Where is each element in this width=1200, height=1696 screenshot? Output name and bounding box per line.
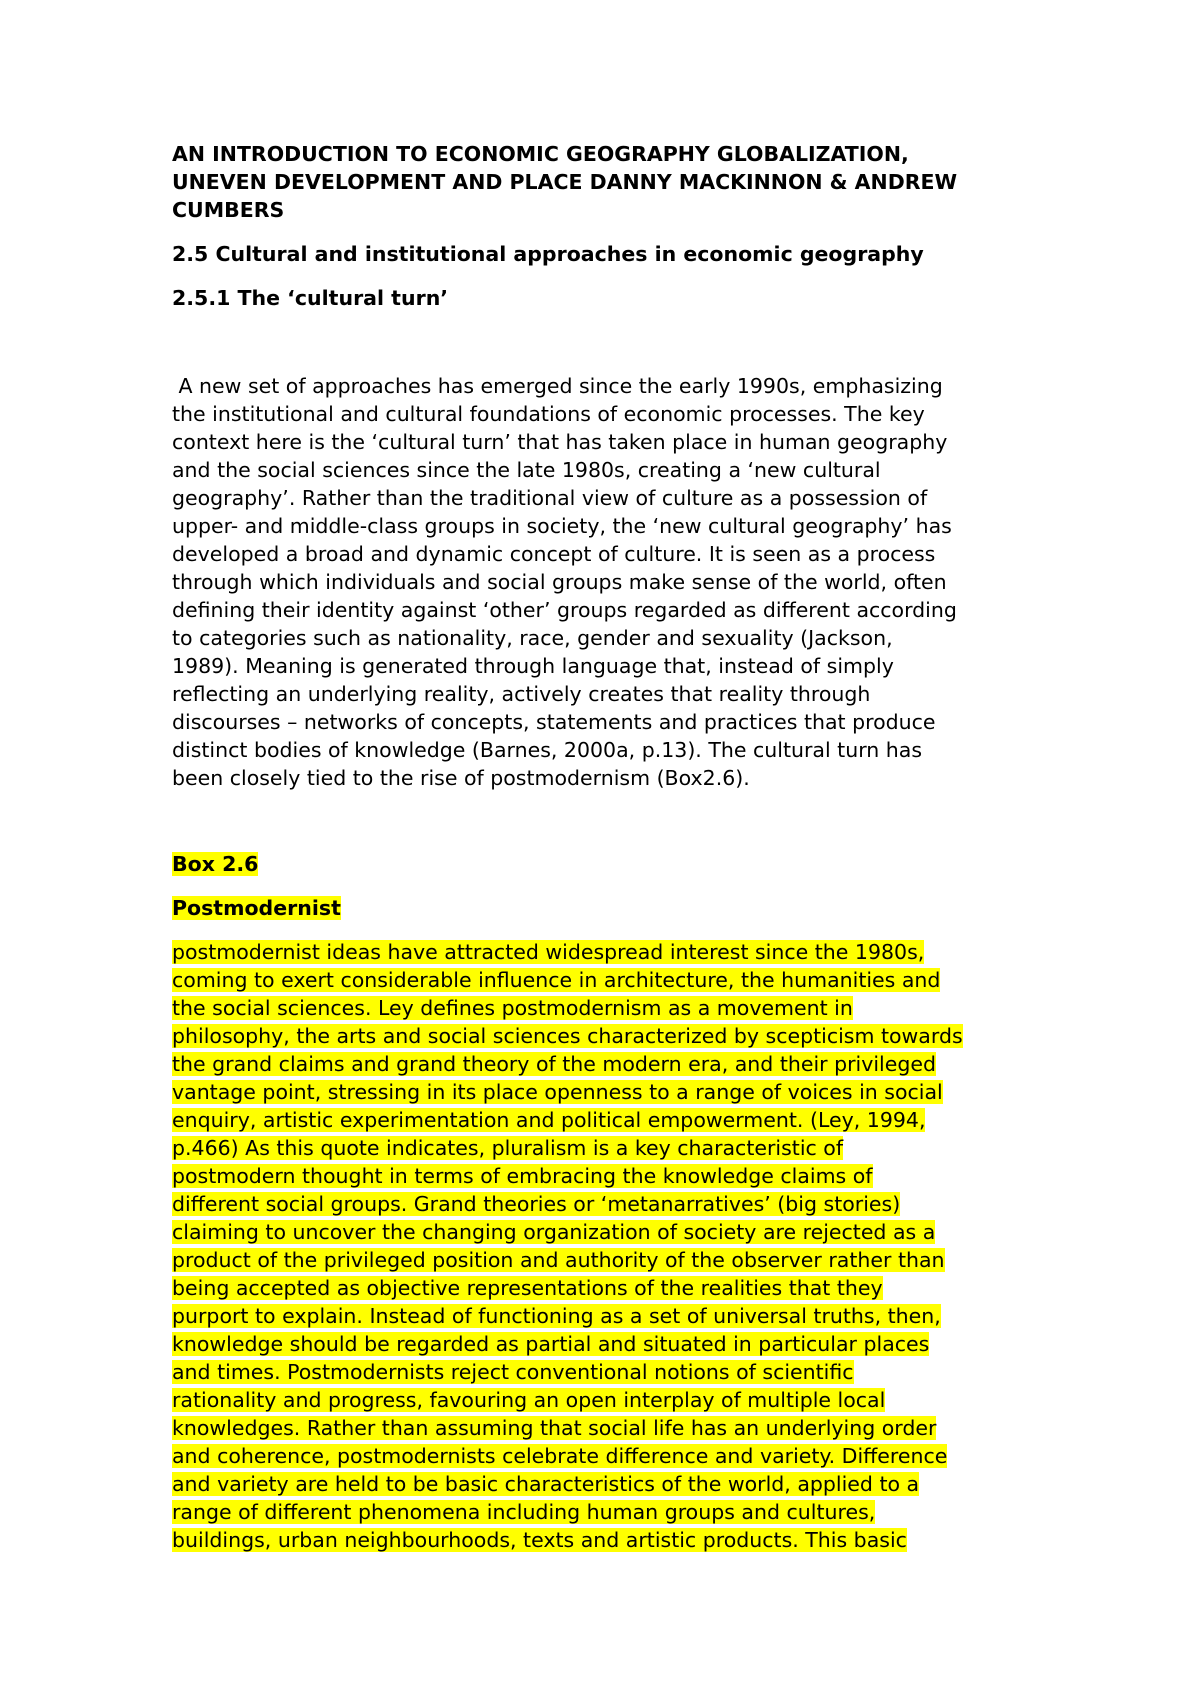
highlighted-line: claiming to uncover the changing organization of society are rejected as a (172, 1220, 936, 1244)
spacer (172, 792, 1052, 850)
spacer (172, 312, 1052, 372)
highlighted-line: philosophy, the arts and social sciences characterized by scepticism towards (172, 1024, 963, 1048)
paragraph-line: discourses – networks of concepts, statements and practices that produce (172, 710, 936, 734)
highlighted-line: vantage point, stressing in its place openness to a range of voices in social (172, 1080, 943, 1104)
highlighted-line: being accepted as objective representations of the realities that they (172, 1276, 883, 1300)
highlighted-line: different social groups. Grand theories or ‘metanarratives’ (big stories) (172, 1192, 901, 1216)
box-paragraph (172, 938, 1052, 1554)
spacer (172, 922, 1052, 938)
highlighted-line: and coherence, postmodernists celebrate difference and variety. Difference (172, 1444, 948, 1468)
highlighted-line: buildings, urban neighbourhoods, texts and artistic products. This basic (172, 1528, 907, 1552)
paragraph-line: through which individuals and social groups make sense of the world, often (172, 570, 947, 594)
highlighted-line: postmodern thought in terms of embracing the knowledge claims of (172, 1164, 873, 1188)
box-label: Box 2.6 (172, 852, 259, 876)
title-line: UNEVEN DEVELOPMENT AND PLACE DANNY MACKINNON & ANDREW (172, 170, 958, 194)
paragraph-line: reflecting an underlying reality, actively creates that reality through (172, 682, 871, 706)
highlighted-line: and times. Postmodernists reject conventional notions of scientific (172, 1360, 854, 1384)
document-title (172, 140, 1052, 224)
document-page (172, 140, 1052, 1554)
paragraph-line: A new set of approaches has emerged since the early 1990s, emphasizing (172, 374, 943, 398)
subsection-heading: 2.5.1 The ‘cultural turn’ (172, 286, 449, 310)
spacer (172, 268, 1052, 284)
spacer (172, 224, 1052, 240)
paragraph-line: to categories such as nationality, race, gender and sexuality (Jackson, (172, 626, 893, 650)
paragraph-line: been closely tied to the rise of postmodernism (Box2.6). (172, 766, 750, 790)
spacer (172, 878, 1052, 894)
paragraph-line: defining their identity against ‘other’ groups regarded as different according (172, 598, 957, 622)
highlighted-line: purport to explain. Instead of functioning as a set of universal truths, then, (172, 1304, 941, 1328)
highlighted-line: and variety are held to be basic characteristics of the world, applied to a (172, 1472, 920, 1496)
highlighted-line: p.466) As this quote indicates, pluralism is a key characteristic of (172, 1136, 844, 1160)
paragraph-line: distinct bodies of knowledge (Barnes, 2000a, p.13). The cultural turn has (172, 738, 923, 762)
title-line: AN INTRODUCTION TO ECONOMIC GEOGRAPHY GLOBALIZATION, (172, 142, 909, 166)
box-title: Postmodernist (172, 896, 341, 920)
highlighted-line: product of the privileged position and authority of the observer rather than (172, 1248, 945, 1272)
highlighted-line: rationality and progress, favouring an open interplay of multiple local (172, 1388, 886, 1412)
highlighted-line: coming to exert considerable influence in architecture, the humanities and (172, 968, 941, 992)
paragraph-line: and the social sciences since the late 1980s, creating a ‘new cultural (172, 458, 881, 482)
highlighted-line: the grand claims and grand theory of the modern era, and their privileged (172, 1052, 937, 1076)
paragraph-line: upper- and middle-class groups in society, the ‘new cultural geography’ has (172, 514, 952, 538)
highlighted-line: range of different phenomena including human groups and cultures, (172, 1500, 876, 1524)
paragraph-line: geography’. Rather than the traditional view of culture as a possession of (172, 486, 928, 510)
intro-paragraph (172, 372, 1052, 792)
highlighted-line: postmodernist ideas have attracted widespread interest since the 1980s, (172, 940, 925, 964)
paragraph-line: 1989). Meaning is generated through language that, instead of simply (172, 654, 894, 678)
highlighted-line: enquiry, artistic experimentation and political empowerment. (Ley, 1994, (172, 1108, 926, 1132)
highlighted-line: knowledges. Rather than assuming that social life has an underlying order (172, 1416, 937, 1440)
paragraph-line: developed a broad and dynamic concept of culture. It is seen as a process (172, 542, 936, 566)
title-line: CUMBERS (172, 198, 285, 222)
section-heading: 2.5 Cultural and institutional approaches in economic geography (172, 242, 924, 266)
paragraph-line: the institutional and cultural foundations of economic processes. The key (172, 402, 925, 426)
highlighted-line: the social sciences. Ley defines postmodernism as a movement in (172, 996, 853, 1020)
paragraph-line: context here is the ‘cultural turn’ that has taken place in human geography (172, 430, 948, 454)
highlighted-line: knowledge should be regarded as partial and situated in particular places (172, 1332, 930, 1356)
